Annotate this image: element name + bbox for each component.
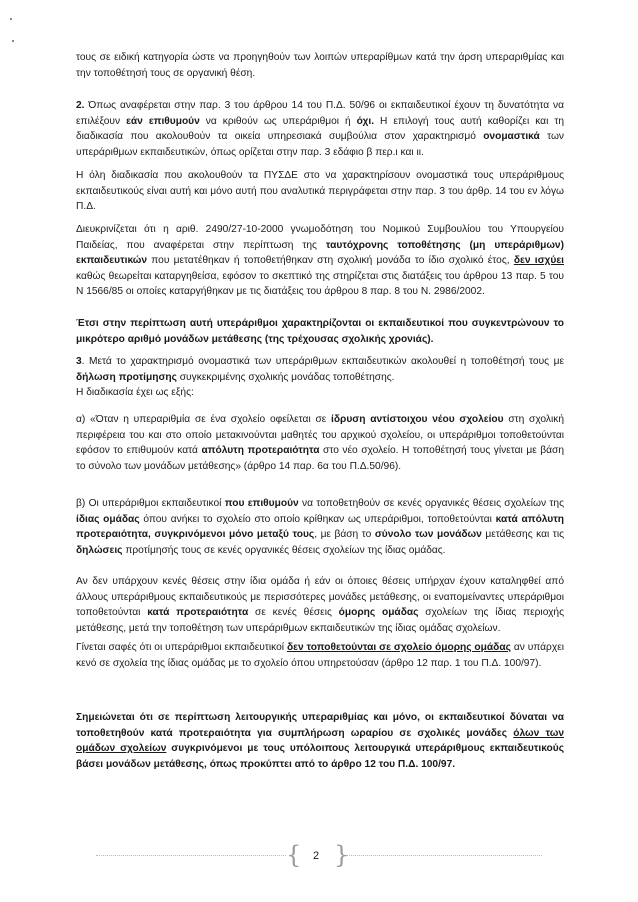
text: α) «Όταν η υπεραριθμία σε ένα σχολείο οφείλεται σε xyxy=(76,414,332,425)
paragraph-8 xyxy=(76,496,564,558)
text: Όπως αναφέρεται στην παρ. 3 του άρθρου 14 του Π.Δ. 50/96 οι εκπαιδευτικοί έχουν τη δυνατότητα να επιλέξουν xyxy=(76,100,564,127)
page-number: 2 xyxy=(312,850,320,862)
emphasis: απόλυτη προτεραιότητα xyxy=(201,445,320,457)
section-number: 2. xyxy=(76,100,85,111)
text: συγκεκριμένης σχολικής μονάδας τοποθέτησης. xyxy=(176,371,395,383)
emphasis: συγκρινόμενοι με τους υπόλοιπους λειτουργικά υπεράριθμους εκπαιδευτικούς βάσει μονάδων μετάθεσης, όπως προκύπτει από το άρθρο 12 του Π.Δ. 100/97. xyxy=(76,743,565,770)
emphasis: ίδιας ομάδας xyxy=(76,513,140,525)
text: τους σε ειδική κατηγορία ώστε να προηγηθούν των λοιπών υπεραρίθμων κατά την άρση υπεραριθμίας και την τοποθέτησή τους σε οργανική θέση. xyxy=(76,52,564,79)
emphasis: που επιθυμούν xyxy=(224,498,299,509)
footer-rule-left xyxy=(96,855,286,856)
text: που μετατέθηκαν ή τοποθετήθηκαν στη σχολική μονάδα το ίδιο σχολικό έτος, xyxy=(147,255,514,267)
emphasis: σύνολο των μονάδων xyxy=(374,529,482,541)
paragraph-11 xyxy=(76,710,564,772)
emphasis: δηλώσεις xyxy=(76,544,123,556)
text: Διευκρινίζεται ότι η αριθ. 2490/27-10-2000 γνωμοδότηση του Νομικού Συμβουλίου του Υπουργείου Παιδείας, που αναφέρεται στην περίπτωση της xyxy=(76,224,564,251)
footer-bracket-right: } xyxy=(334,841,350,869)
text: στη σχολική περιφέρεια του και στο οποίο μετακινούνται μαθητές του αρχικού σχολείου, οι υπεράριθμοι τοποθετούνται εφόσον το επιθυμούν κατά xyxy=(76,414,564,457)
text: μετάθεσης και τις xyxy=(481,529,564,541)
emphasis: ίδρυση αντίστοιχου νέου σχολείου xyxy=(331,414,504,425)
emphasis: εάν επιθυμούν xyxy=(126,115,200,127)
emphasis: ταυτόχρονης τοποθέτησης (μη υπεράριθμων) εκπαιδευτικών xyxy=(76,239,564,267)
emphasis: ονομαστικά xyxy=(483,131,540,143)
emphasis: κατά προτεραιότητα xyxy=(147,607,249,619)
text: να τοποθετηθούν σε κενές οργανικές θέσεις σχολείων της xyxy=(298,498,565,509)
paragraph-3 xyxy=(76,168,564,215)
paragraph-9 xyxy=(76,574,564,636)
text: σχολείων της ίδιας περιοχής μετάθεσης, μετά την τοποθέτηση των υπεράριθμων εκπαιδευτικών της ίδιας ομάδας σχολείων. xyxy=(76,607,565,634)
text: . Μετά το χαρακτηρισμό ονομαστικά των υπεράριθμων εκπαιδευτικών ακολουθεί η τοποθέτησή τους με xyxy=(81,356,564,367)
paragraph-1 xyxy=(76,50,564,81)
footer-rule-right xyxy=(346,855,542,856)
text: στο νέο σχολείο. Η τοποθέτησή τους γίνεται με βάση το σύνολο των μονάδων μετάθεσης» (άρθρο 14 παρ. 6α του Π.Δ.50/96). xyxy=(76,445,564,472)
paragraph-4 xyxy=(76,222,564,300)
paragraph-10 xyxy=(76,640,564,671)
paragraph-5 xyxy=(76,316,564,347)
scan-speck xyxy=(12,40,14,42)
emphasis-underlined: όλων των ομάδων σχολείων xyxy=(76,727,564,755)
emphasis: δήλωση προτίμησης xyxy=(76,371,177,383)
emphasis-underlined: δεν ισχύει xyxy=(513,255,564,267)
footer-bracket-left: { xyxy=(286,841,302,869)
text: Η επιλογή τους αυτή καθορίζει και τη διαδικασία που ακολουθούν τα οικεία υπηρεσιακά συμβούλια στον χαρακτηρισμό xyxy=(76,115,565,143)
text: β) Οι υπεράριθμοι εκπαιδευτικοί xyxy=(76,498,225,509)
text: των υπεράριθμων εκπαιδευτικών, όπως ορίζεται στην παρ. 3 εδάφιο β περ.ι και ιι. xyxy=(76,131,565,158)
paragraph-2 xyxy=(76,98,564,160)
text: Η όλη διαδικασία που ακολουθούν τα ΠΥΣΔΕ στο να χαρακτηρίσουν ονομαστικά τους υπεράριθμους εκπαιδευτικούς είναι αυτή και μόνο αυτή που αναλυτικά περιγράφεται στην παρ. 3 του άρθρ. 14 του εν λόγω Π.Δ. xyxy=(76,170,564,213)
emphasis: όχι. xyxy=(356,115,375,127)
text: Γίνεται σαφές ότι οι υπεράριθμοι εκπαιδευτικοί xyxy=(76,642,287,653)
text: Η διαδικασία έχει ως εξής: xyxy=(76,387,194,399)
text: αν υπάρχει κενό σε σχολεία της ίδιας ομάδας με το σχολείο όπου υπηρετούσαν (άρθρο 12 παρ. 1 του Π.Δ. 100/97). xyxy=(76,642,564,669)
paragraph-7 xyxy=(76,412,564,474)
text: όπου ανήκει το σχολείο στο οποίο κρίθηκαν ως υπεράριθμοι, τοποθετούνται xyxy=(139,513,496,525)
emphasis: Σημειώνεται ότι σε περίπτωση λειτουργικής υπεραριθμίας και μόνο, οι εκπαιδευτικοί δύναται να τοποθετηθούν κατά προτεραιότητα για συμπλήρωση ωραρίου σε σχολικές μονάδες xyxy=(76,712,564,739)
text: σε κενές θέσεις xyxy=(248,607,339,619)
text: να κριθούν ως υπεράριθμοι ή xyxy=(199,115,357,127)
emphasis-underlined: δεν τοποθετούνται σε σχολείο όμορης ομάδας xyxy=(286,642,511,653)
scan-speck xyxy=(10,18,12,20)
paragraph-6 xyxy=(76,354,564,401)
section-number: 3 xyxy=(76,356,82,367)
text: καθώς θεωρείται καταργηθείσα, εφόσον το σκεπτικό της στηρίζεται στις διατάξεις του άρθρου 13 παρ. 5 του Ν 1566/85 οι οποίες καταργήθηκαν με τις διατάξεις του άρθρου 8 παρ. 8 του Ν. 2986/2002. xyxy=(76,270,564,298)
text: Αν δεν υπάρχουν κενές θέσεις στην ίδια ομάδα ή εάν οι όποιες θέσεις υπήρχαν έχουν καταληφθεί από άλλους υπεράριθμους εκπαιδευτικούς με περισσότερες μονάδες μετάθεσης, οι εναπομείναντες υπεράριθμοι τοποθετούνται xyxy=(76,576,564,619)
text: προτίμησής τους σε κενές οργανικές θέσεις σχολείων της ίδιας ομάδας. xyxy=(122,544,446,556)
text: , με βάση το xyxy=(314,529,375,541)
emphasis: κατά απόλυτη προτεραιότητα, συγκρινόμενοι μόνο μεταξύ τους xyxy=(76,513,565,541)
emphasis: όμορης ομάδας xyxy=(338,607,419,619)
emphasis: Έτσι στην περίπτωση αυτή υπεράριθμοι χαρακτηρίζονται οι εκπαιδευτικοί που συγκεντρώνουν το μικρότερο αριθμό μονάδων μετάθεσης (της τρέχουσας σχολικής χρονιάς). xyxy=(76,318,564,345)
